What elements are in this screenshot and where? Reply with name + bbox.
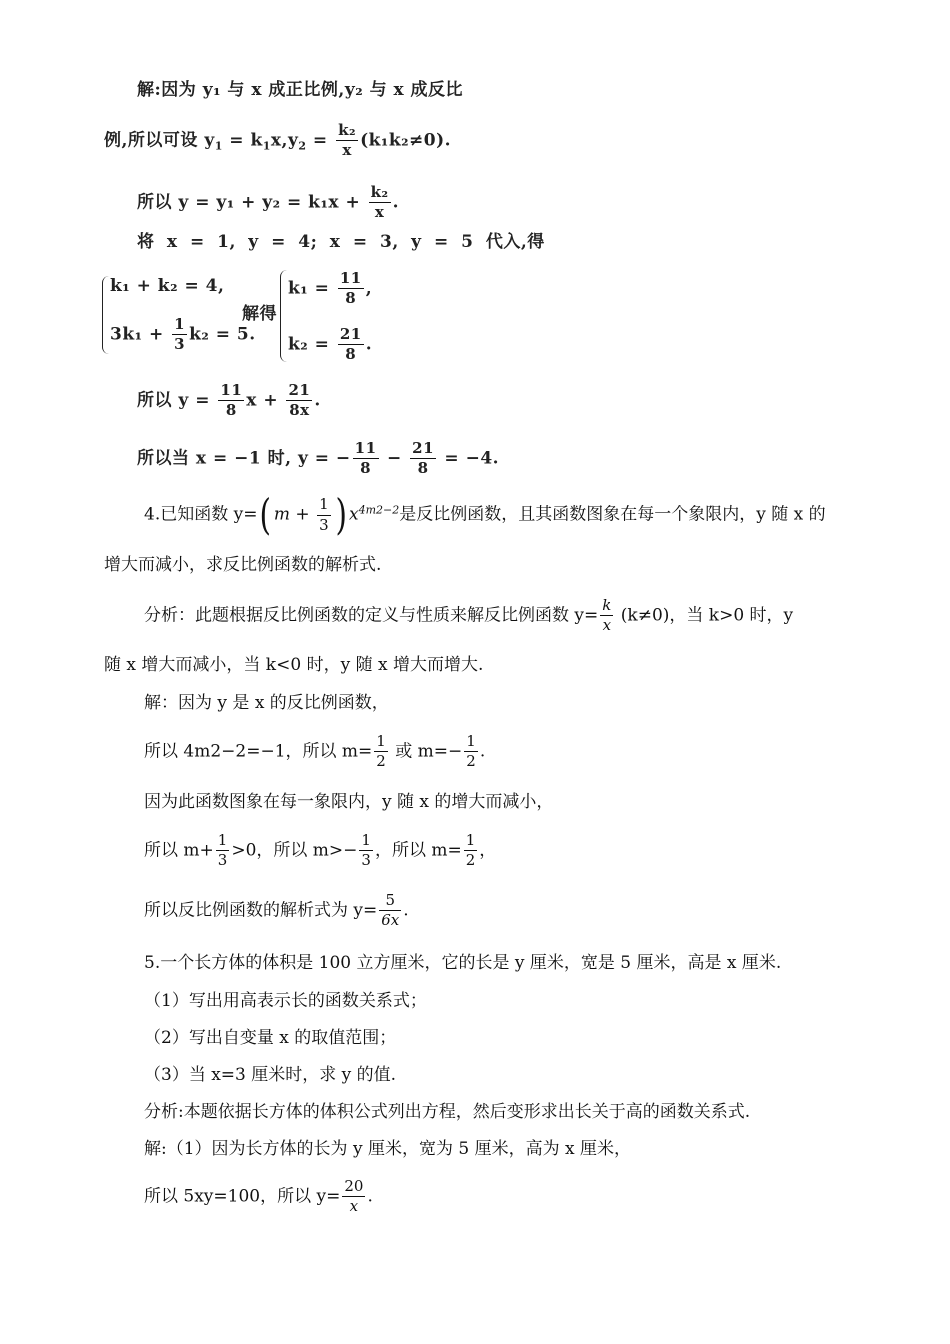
fraction-denominator: 2 — [465, 851, 476, 870]
scan-line-6-pre: 所以当 x = −1 时, y = − — [137, 448, 351, 469]
analysis-1-pre: 分析：此题根据反比例函数的定义与性质来解反比例函数 y= — [144, 605, 599, 626]
solution-1-text: 解：因为 y 是 x 的反比例函数， — [144, 693, 389, 713]
scan-line-2-mid3: = — [306, 130, 335, 151]
problem-4-var-m: m — [273, 504, 290, 525]
system-1-row-2 — [110, 316, 256, 354]
problem-4-solution-1 — [144, 695, 389, 712]
fraction-denominator: 3 — [174, 335, 186, 354]
scan-line-6 — [137, 440, 499, 478]
problem-5-solution-2-fraction — [342, 1178, 365, 1216]
fraction-denominator: 8x — [289, 401, 310, 420]
problem-4-var-x: x — [349, 504, 359, 525]
solution-2-mid: 或 m=− — [389, 741, 463, 762]
question-1-text: （1）写出用高表示长的函数关系式； — [144, 991, 427, 1011]
solution-4-fraction-1 — [216, 832, 230, 870]
problem-5-question-1 — [144, 993, 427, 1010]
fraction-denominator: 8 — [345, 345, 357, 364]
scan-line-6-fraction-1 — [353, 440, 379, 478]
solution-2-pre: 所以 4m2−2=−1，所以 m= — [144, 741, 373, 762]
scan-line-2: 例,所以可设 $y_1 = k_1x,y_2$ = $\frac{\text{k₂}}{x}$ (k₁k₂≠0). — [104, 121, 452, 160]
fraction-numerator: 21 — [410, 440, 436, 459]
scan-line-6-mid: − — [380, 448, 409, 469]
fraction-denominator: 8 — [360, 459, 372, 478]
problem-4-line-1 — [144, 490, 826, 539]
fraction-numerator: 21 — [286, 382, 312, 401]
problem-5-line-1 — [144, 955, 781, 972]
fraction-denominator: 3 — [361, 851, 371, 870]
fraction-denominator: 2 — [466, 752, 476, 771]
scan-line-3-pre: 所以 y = y₁ + y₂ = k₁x + — [137, 192, 367, 213]
solved-label — [242, 306, 277, 323]
fraction-numerator: 1 — [359, 832, 373, 851]
fraction-numerator: 5 — [379, 892, 401, 911]
scan-line-5-pre: 所以 y = — [137, 390, 217, 411]
system-1-row-2-fraction — [172, 316, 187, 354]
fraction-denominator: 8 — [345, 289, 357, 308]
system-2-row-1-pre: k₁ = — [288, 278, 336, 299]
problem-4-plus: + — [290, 504, 316, 525]
solution-4-mid-2: ，所以 m= — [374, 840, 462, 861]
problem-5-solution-2-pre: 所以 5xy=100，所以 y= — [144, 1186, 341, 1207]
solution-2-post: . — [479, 741, 486, 762]
fraction-denominator: x — [374, 203, 385, 222]
fraction-denominator: 3 — [319, 515, 329, 534]
scan-line-1 — [137, 82, 463, 99]
problem-5-solution-1 — [144, 1141, 631, 1158]
problem-4-analysis-1 — [144, 597, 793, 635]
scan-line-6-fraction-2 — [410, 440, 436, 478]
fraction-numerator: 1 — [464, 733, 478, 752]
system-1-brace — [102, 276, 109, 354]
scan-line-1-text: 解:因为 y₁ 与 x 成正比例,y₂ 与 x 成反比 — [137, 80, 464, 100]
system-2-row-1 — [288, 270, 372, 308]
problem-4-solution-4 — [144, 832, 496, 870]
solution-4-fraction-3 — [464, 832, 478, 870]
problem-4-intro: 4.已知函数 y= — [144, 504, 258, 525]
fraction-numerator: 11 — [353, 440, 379, 459]
problem-4-exponent: 4m2−2 — [358, 503, 400, 517]
fraction-denominator: 2 — [376, 752, 386, 771]
scan-line-5-fraction-1 — [218, 382, 244, 420]
system-2-brace — [280, 270, 287, 362]
problem-4-solution-3 — [144, 794, 553, 811]
analysis-1-fraction — [600, 597, 613, 635]
system-2-row-1-fraction — [338, 270, 364, 308]
scan-line-2-pre: 例,所以可设 y — [104, 130, 215, 151]
fraction-numerator: 11 — [218, 382, 244, 401]
analysis-2-text: 随 x 增大而减小，当 k<0 时，y 随 x 增大而增大. — [104, 655, 484, 675]
fraction-numerator: 1 — [464, 832, 478, 851]
analysis-1-post: (k≠0)，当 k>0 时，y — [615, 605, 794, 626]
problem-4-line-2 — [104, 557, 381, 574]
system-2-row-2-pre: k₂ = — [288, 334, 336, 355]
fraction-denominator: 6x — [381, 911, 400, 930]
fraction-denominator: 3 — [217, 851, 228, 870]
solution-4-fraction-2 — [359, 832, 373, 870]
system-2-row-2-fraction — [338, 326, 364, 364]
fraction-denominator: x — [342, 141, 352, 160]
fraction-numerator: 1 — [172, 316, 187, 335]
fraction-denominator: 8 — [225, 401, 237, 420]
scan-line-5-fraction-2 — [286, 382, 312, 420]
scan-line-2-mid1: = k — [222, 130, 263, 151]
fraction-numerator: 1 — [374, 733, 388, 752]
scan-line-5 — [137, 382, 321, 420]
scan-line-2-fraction — [336, 122, 358, 160]
fraction-denominator: 8 — [417, 459, 429, 478]
solution-4-mid-1: >0，所以 m>− — [231, 840, 358, 861]
scan-line-4 — [137, 234, 545, 251]
solution-4-pre: 所以 m+ — [144, 840, 214, 861]
solution-4-post: ， — [479, 840, 497, 861]
fraction-numerator: k₂ — [336, 122, 358, 141]
fraction-denominator: x — [349, 1197, 359, 1216]
system-1-row-1-text: k₁ + k₂ = 4, — [110, 276, 225, 296]
fraction-numerator: k₂ — [369, 184, 391, 203]
problem-4-statement: 是反比例函数，且其函数图象在每一个象限内，y 随 x 的 — [399, 504, 826, 525]
solved-label-text: 解得 — [242, 304, 277, 324]
fraction-numerator: 11 — [338, 270, 364, 289]
left-paren: ( — [259, 490, 272, 539]
scan-line-5-post: . — [314, 390, 321, 411]
question-3-text: （3）当 x=3 厘米时，求 y 的值. — [144, 1065, 397, 1085]
solution-3-text: 因为此函数图象在每一象限内，y 随 x 的增大而减小， — [144, 792, 554, 812]
problem-4-solution-2 — [144, 733, 485, 771]
scan-line-3 — [137, 184, 399, 222]
solution-2-fraction-2 — [464, 733, 478, 771]
scan-line-3-post: . — [392, 192, 400, 213]
problem-5-analysis — [144, 1104, 750, 1121]
problem-4-analysis-2 — [104, 657, 483, 674]
solution-5-fraction — [379, 892, 401, 930]
problem-5-solution-2 — [144, 1178, 373, 1216]
solution-2-fraction-1 — [374, 733, 388, 771]
system-2-row-2 — [288, 326, 372, 364]
problem-5-question-2 — [144, 1030, 396, 1047]
fraction-denominator: x — [602, 616, 612, 635]
problem-4-line-2-text: 增大而减小，求反比例函数的解析式. — [104, 555, 382, 575]
system-2-row-1-post: , — [365, 278, 373, 299]
fraction-numerator: k — [600, 597, 613, 616]
scan-line-4-text: 将 x = 1, y = 4; x = 3, y = 5 代入,得 — [137, 232, 545, 252]
scan-line-2-post: (k₁k₂≠0). — [360, 130, 452, 151]
scan-line-6-post: = −4. — [438, 448, 500, 469]
scan-line-2-mid2: x,y — [270, 130, 299, 151]
problem-4-fraction — [317, 496, 331, 534]
problem-5-question-3 — [144, 1067, 396, 1084]
fraction-numerator: 21 — [338, 326, 364, 345]
scan-line-5-mid: x + — [246, 390, 285, 411]
problem-5-solution-2-post: . — [367, 1186, 373, 1207]
problem-5-statement: 5.一个长方体的体积是 100 立方厘米，它的长是 y 厘米，宽是 5 厘米，高是 x 厘米. — [144, 953, 782, 973]
problem-4-solution-5 — [144, 892, 409, 930]
fraction-numerator: 1 — [317, 496, 331, 515]
solution-5-pre: 所以反比例函数的解析式为 y= — [144, 900, 378, 921]
question-2-text: （2）写出自变量 x 的取值范围； — [144, 1028, 397, 1048]
solution-5-post: . — [403, 900, 409, 921]
right-paren: ) — [335, 490, 347, 539]
fraction-numerator: 20 — [342, 1178, 365, 1197]
fraction-numerator: 1 — [216, 832, 230, 851]
system-1-row-2-pre: 3k₁ + — [110, 324, 171, 345]
scan-line-3-fraction — [369, 184, 391, 222]
system-1-row-1 — [110, 278, 224, 295]
system-2-row-2-post: . — [365, 334, 373, 355]
problem-5-analysis-text: 分析:本题依据长方体的体积公式列出方程，然后变形求出长关于高的函数关系式. — [144, 1102, 751, 1122]
system-1-row-2-post: k₂ = 5. — [189, 324, 256, 345]
problem-5-solution-1-text: 解:（1）因为长方体的长为 y 厘米，宽为 5 厘米，高为 x 厘米， — [144, 1139, 631, 1159]
